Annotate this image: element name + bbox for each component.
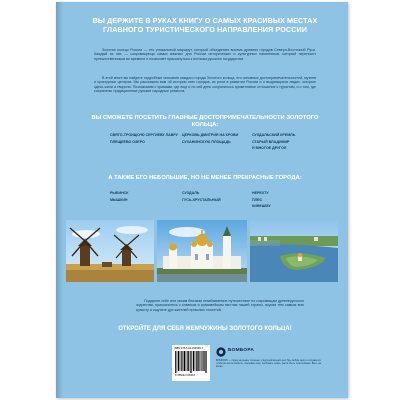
list-item: СУЗДАЛЬСКИЙ КРЕМЛЬ bbox=[252, 133, 296, 137]
cover-headline: ВЫ ДЕРЖИТЕ В РУКАХ КНИГУ О САМЫХ КРАСИВЫХ МЕСТАХ ГЛАВНОГО ТУРИСТИЧЕСКОГО НАПРАВЛЕНИЯ РОССИИ bbox=[92, 16, 318, 34]
publisher-imprint: БОМБОРА — лидер на рынке полезных и вдохновляющих книг. Мы любим книги и создаём их, чтобы вы могли творить, открывать мир, пробовать новое, расти. Быть счастливыми. Быть на волне. bbox=[216, 359, 322, 368]
sights-column-2 bbox=[182, 132, 238, 145]
cities-heading: А ТАКЖЕ ЕГО НЕБОЛЬШИЕ, НО НЕ МЕНЕЕ ПРЕКРАСНЫЕ ГОРОДА: bbox=[108, 175, 302, 181]
description-paragraph: В этой книге вы найдете подробные описания каждого города Золотого кольца, его основных достопримечательностей, музеев и культурных центров. Мы расскажем вам об истории этих городов, их роли в развитии России и о выдающихся людях, которые здесь жили и творили. Познакомим с храмами, где еще и по сей день сохранилось приветливое отношение к туристам, и о том, где сохранены традиционные русские народные ремесла. bbox=[94, 76, 316, 94]
list-item: ЦЕРКОВЬ ДМИТРИЯ НА КРОВИ bbox=[182, 133, 239, 137]
publisher-logo bbox=[216, 346, 266, 358]
isbn-label: ISBN 978-5-04-204536-7 bbox=[174, 347, 203, 350]
barcode-number: 9 785042 045367 bbox=[175, 374, 196, 377]
list-item: НЕРЕХТУ bbox=[252, 191, 269, 195]
list-item: СУХАНИНСКУЮ ПЛОЩАДЬ bbox=[182, 139, 231, 144]
sights-heading: ВЫ СМОЖЕТЕ ПОСЕТИТЬ ГЛАВНЫЕ ДОСТОПРИМЕЧАТЕЛЬНОСТИ ЗОЛОТОГО КОЛЬЦА: bbox=[91, 115, 319, 128]
cities-column-3 bbox=[252, 190, 271, 210]
barcode-bars bbox=[175, 351, 207, 373]
list-item: ГУСЬ-ХРУСТАЛЬНЫЙ bbox=[182, 197, 221, 202]
river-embankment-photo bbox=[250, 220, 338, 282]
list-item: ПЛЕЩЕЕВО ОЗЕРО bbox=[110, 139, 145, 144]
intro-paragraph: Золотое кольцо России — это уникальный маршрут, который объединяет восемь древних городов Северо-Восточной Руси. Каждый из них — сокровищница самых важных для России исторических и культурных памятников, который переносит путешественников во времени и позволяет прикоснуться к истокам русского государства. bbox=[94, 48, 316, 61]
list-item: СВЯТО-ТРОИЦКУЮ СЕРГИЕВУ ЛАВРУ bbox=[110, 133, 178, 137]
bombora-logo-icon bbox=[216, 347, 226, 357]
sights-list bbox=[110, 132, 310, 166]
list-item: ПЛЕС bbox=[252, 197, 263, 202]
book-back-cover bbox=[56, 2, 348, 398]
barcode bbox=[172, 345, 210, 381]
final-call-heading: ОТКРОЙТЕ ДЛЯ СЕБЯ ЖЕМЧУЖИНЫ ЗОЛОТОГО КОЛЬЦА! bbox=[118, 326, 292, 332]
sights-column-1 bbox=[110, 132, 178, 145]
closing-paragraph: Подарите себе или своим близким незабываемое путешествие по сокровищам древнерусского зодчества, прикоснитесь к главным и красивейшим местам нашей страны, вкусив тем самым всю красоту и ощутите дух жителей прошлых столетий. bbox=[136, 299, 304, 312]
list-item: СУЗДАЛЬ bbox=[182, 191, 200, 195]
monastery-photo bbox=[157, 220, 247, 282]
publisher-name: БОМБОРА bbox=[228, 348, 254, 353]
list-item: МЫШКИН bbox=[110, 197, 128, 202]
spine-shadow bbox=[56, 2, 63, 398]
cities-column-1 bbox=[110, 190, 128, 203]
list-item: КИНЕШМУ bbox=[252, 204, 271, 209]
cities-list bbox=[110, 190, 310, 214]
wooden-windmill-photo bbox=[66, 220, 154, 282]
list-item: РЫБИНСК bbox=[110, 191, 129, 195]
cities-column-2 bbox=[182, 190, 221, 203]
list-item: И МНОГОЕ ДРУГОЕ bbox=[252, 146, 287, 151]
list-item: СТАРЫЙ ВЛАДИМИР bbox=[252, 139, 290, 144]
sights-column-3 bbox=[252, 132, 295, 152]
